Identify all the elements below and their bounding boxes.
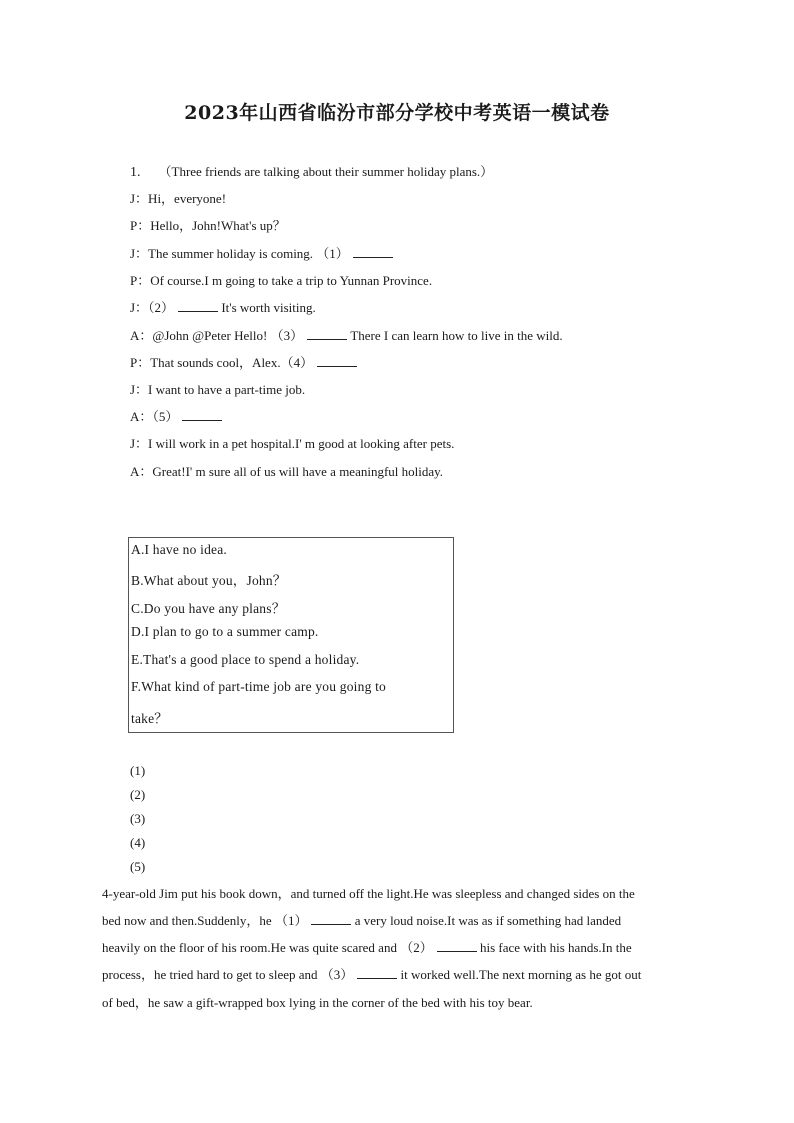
dialogue-line: P：Of course.I m going to take a trip to Yunnan Province. <box>130 273 433 288</box>
passage-text: his face with his hands.In the <box>479 940 632 955</box>
option-e: E.That's a good place to spend a holiday. <box>131 652 360 667</box>
dialogue-line: J：I will work in a pet hospital.I' m good at looking after pets. <box>130 436 455 451</box>
dialogue-text: It's worth visiting. <box>221 300 316 315</box>
passage-line <box>102 966 641 984</box>
dialogue-line <box>130 327 563 345</box>
dialogue-text: A：@John @Peter Hello! （3） <box>130 328 304 343</box>
option-f-continued: take？ <box>131 711 168 726</box>
passage-text: process，he tried hard to get to sleep and （3） <box>102 967 354 982</box>
passage-text: a very loud noise.It was as if something had landed <box>354 913 622 928</box>
passage-text: heavily on the floor of his room.He was quite scared and （2） <box>102 940 433 955</box>
answer-slot-2[interactable]: (2) <box>130 787 146 802</box>
page-title: 2023年山西省临汾市部分学校中考英语一模试卷 <box>184 102 610 124</box>
answer-blank[interactable] <box>311 912 351 925</box>
question-1-header <box>130 163 493 182</box>
dialogue-text: There I can learn how to live in the wild. <box>350 328 563 343</box>
passage-line <box>102 912 621 930</box>
answer-slot-3[interactable]: (3) <box>130 811 146 826</box>
option-b: B.What about you，John？ <box>131 573 287 588</box>
passage-line <box>102 939 632 957</box>
option-a: A.I have no idea. <box>131 542 227 557</box>
option-d: D.I plan to go to a summer camp. <box>131 624 319 639</box>
passage-text: it worked well.The next morning as he got out <box>400 967 642 982</box>
dialogue-line <box>130 245 393 263</box>
dialogue-text: J：（2） <box>130 300 175 315</box>
options-box <box>128 537 454 733</box>
answer-blank[interactable] <box>437 939 477 952</box>
passage-line: 4-year-old Jim put his book down，and turned off the light.He was sleepless and changed sides on the <box>102 886 635 901</box>
dialogue-line: A：Great!I' m sure all of us will have a meaningful holiday. <box>130 464 444 479</box>
question-intro: （Three friends are talking about their summer holiday plans.） <box>158 164 494 179</box>
passage-text: bed now and then.Suddenly，he （1） <box>102 913 308 928</box>
answer-blank[interactable] <box>317 354 357 367</box>
dialogue-text: P：That sounds cool，Alex.（4） <box>130 355 314 370</box>
dialogue-line: J：I want to have a part-time job. <box>130 382 306 397</box>
dialogue-text: A：（5） <box>130 409 179 424</box>
dialogue-line <box>130 354 357 372</box>
answer-blank[interactable] <box>357 966 397 979</box>
dialogue-line <box>130 299 316 317</box>
answer-slot-5[interactable]: (5) <box>130 859 146 874</box>
dialogue-line: J：Hi，everyone! <box>130 191 227 206</box>
dialogue-text: J：The summer holiday is coming. （1） <box>130 246 349 261</box>
option-c: C.Do you have any plans？ <box>131 601 286 616</box>
answer-blank[interactable] <box>307 327 347 340</box>
answer-blank[interactable] <box>178 299 218 312</box>
answer-slot-4[interactable]: (4) <box>130 835 146 850</box>
answer-blank[interactable] <box>353 245 393 258</box>
dialogue-line: P：Hello，John!What's up？ <box>130 218 286 233</box>
question-number: 1. <box>130 165 141 180</box>
option-f: F.What kind of part-time job are you going to <box>131 679 386 694</box>
dialogue-line <box>130 408 222 426</box>
answer-blank[interactable] <box>182 408 222 421</box>
answer-slot-1[interactable]: (1) <box>130 763 146 778</box>
passage-line: of bed，he saw a gift-wrapped box lying in the corner of the bed with his toy bear. <box>102 995 533 1010</box>
